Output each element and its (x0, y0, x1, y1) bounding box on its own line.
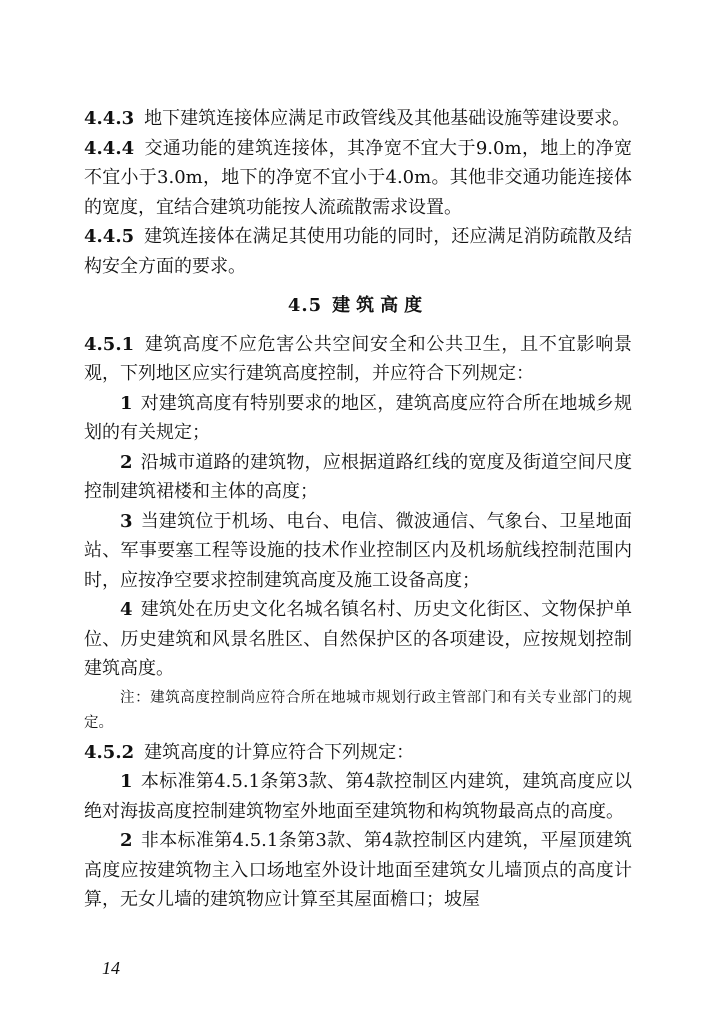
section-title-text: 建筑高度 (332, 295, 429, 316)
item-number: 2 (120, 830, 133, 851)
section-heading (84, 291, 632, 321)
clause-number: 4.5.2 (84, 741, 135, 763)
item-number: 2 (120, 451, 133, 473)
item-number: 3 (120, 510, 133, 532)
list-item (84, 595, 632, 684)
clause-number: 4.4.4 (84, 137, 135, 159)
clause-text: 建筑高度不应危害公共空间安全和公共卫生，且不宜影响景观，下列地区应实行建筑高度控制，并应符合下列规定： (84, 333, 632, 384)
document-page (84, 104, 632, 915)
list-item (84, 448, 632, 507)
section-number: 4.5 (287, 295, 323, 316)
item-text: 对建筑高度有特别要求的地区，建筑高度应符合所在地城乡规划的有关规定； (84, 392, 632, 443)
list-item (84, 507, 632, 596)
item-number: 1 (120, 392, 133, 414)
clause-4-5-1 (84, 330, 632, 389)
item-text: 非本标准第4.5.1条第3款、第4款控制区内建筑，平屋顶建筑高度应按建筑物主入口场地室外设计地面至建筑女儿墙顶点的高度计算，无女儿墙的建筑物应计算至其屋面檐口；坡屋 (84, 830, 632, 910)
clause-text: 建筑连接体在满足其使用功能的同时，还应满足消防疏散及结构安全方面的要求。 (84, 226, 632, 277)
clause-text: 建筑高度的计算应符合下列规定： (144, 741, 415, 763)
clause-number: 4.5.1 (84, 333, 135, 355)
clause-4-4-4 (84, 134, 632, 223)
item-number: 1 (120, 771, 133, 792)
list-item (84, 767, 632, 826)
list-item (84, 389, 632, 448)
item-text: 当建筑位于机场、电台、电信、微波通信、气象台、卫星地面站、军事要塞工程等设施的技术作业控制区内及机场航线控制范围内时，应按净空要求控制建筑高度及施工设备高度； (84, 510, 632, 591)
item-text: 本标准第4.5.1条第3款、第4款控制区内建筑，建筑高度应以绝对海拔高度控制建筑物室外地面至建筑物和构筑物最高点的高度。 (84, 771, 632, 822)
item-number: 4 (120, 599, 133, 620)
list-item (84, 826, 632, 915)
item-text: 沿城市道路的建筑物，应根据道路红线的宽度及街道空间尺度控制建筑裙楼和主体的高度； (84, 451, 632, 502)
clause-4-4-3 (84, 104, 632, 134)
clause-number: 4.4.5 (84, 226, 135, 247)
clause-number: 4.4.3 (84, 108, 135, 129)
clause-4-5-2 (84, 738, 632, 768)
page-number: 14 (102, 958, 120, 978)
clause-4-4-5 (84, 222, 632, 281)
item-text: 建筑处在历史文化名城名镇名村、历史文化街区、文物保护单位、历史建筑和风景名胜区、自然保护区的各项建设，应按规划控制建筑高度。 (84, 599, 632, 679)
clause-text: 地下建筑连接体应满足市政管线及其他基础设施等建设要求。 (144, 108, 631, 129)
clause-text: 交通功能的建筑连接体，其净宽不宜大于9.0m，地上的净宽不宜小于3.0m，地下的净宽不宜小于4.0m。其他非交通功能连接体的宽度，宜结合建筑功能按人流疏散需求设置。 (84, 137, 632, 218)
note-text: 注：建筑高度控制尚应符合所在地城市规划行政主管部门和有关专业部门的规定。 (84, 689, 632, 731)
